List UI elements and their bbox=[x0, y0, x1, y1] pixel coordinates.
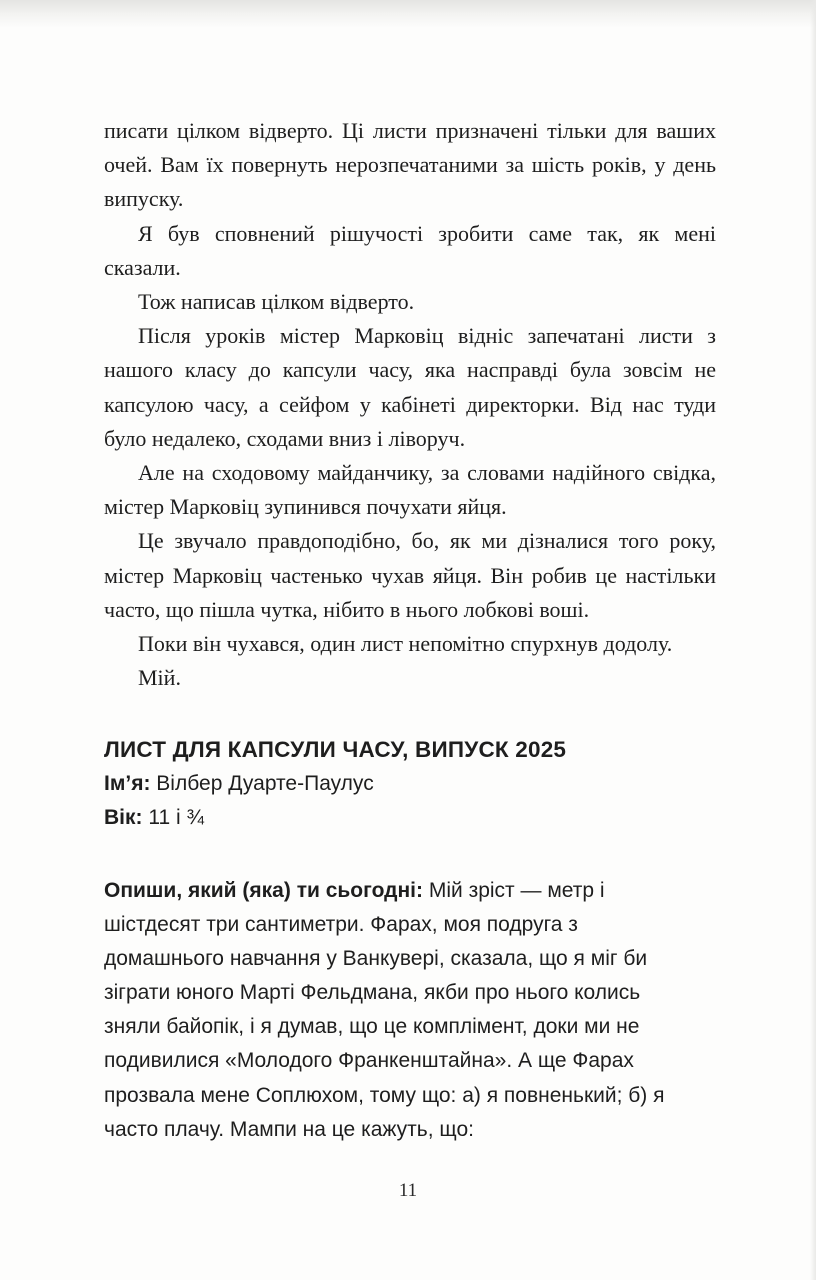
letter-title: ЛИСТ ДЛЯ КАПСУЛИ ЧАСУ, ВИПУСК 2025 bbox=[104, 737, 567, 762]
paragraph: Це звучало правдоподібно, бо, як ми дізналися того року, містер Марковіц частенько чухав яйця. Він робив це настільки часто, що пішла чутка, нібито в нього лобкові воші. bbox=[104, 528, 716, 622]
time-capsule-letter-header bbox=[104, 733, 716, 835]
age-value: 11 і ¾ bbox=[148, 806, 205, 829]
paragraph: писати цілком відверто. Ці листи призначені тільки для ваших очей. Вам їх повернуть нерозпечатаними за шість років, у день випуску. bbox=[104, 118, 716, 212]
paragraph: Після уроків містер Марковіц відніс запечатані листи з нашого класу до капсули часу, яка насправді була зовсім не капсулою часу, а сейфом у кабінеті директорки. Від нас туди було недалеко, сходами вниз і ліворуч. bbox=[104, 323, 716, 451]
paragraph: Поки він чухався, один лист непомітно спурхнув додолу. bbox=[138, 631, 673, 657]
answer-text: Мій зріст — метр і шістдесят три сантиметри. Фарах, моя подруга з домашнього навчання у Ванкувері, сказала, що я міг би зіграти юного Марті Фельдмана, якби про нього колись зняли байопік, і я думав, що це комплімент, доки ми не подивилися «Молодого Франкенштайна». А ще Фарах прозвала мене Соплюхом, тому що: а) я повненький; б) я часто плачу. Мампи на це кажуть, що: bbox=[104, 879, 665, 1141]
narrative-text bbox=[104, 114, 716, 695]
paragraph: Але на сходовому майданчику, за словами надійного свідка, містер Марковіц зупинився почухати яйця. bbox=[104, 460, 716, 520]
name-label: Ім’я: bbox=[104, 772, 151, 795]
question-label: Опиши, який (яка) ти сьогодні: bbox=[104, 879, 423, 902]
page-top-shadow bbox=[0, 0, 816, 28]
name-value: Вілбер Дуарте-Паулус bbox=[156, 772, 374, 795]
age-field bbox=[104, 801, 716, 835]
age-label: Вік: bbox=[104, 806, 143, 829]
page-edge-shadow bbox=[810, 0, 816, 1280]
paragraph: Мій. bbox=[138, 665, 181, 691]
page-number: 11 bbox=[398, 1180, 418, 1201]
letter-answer bbox=[104, 874, 684, 1147]
paragraph: Я був сповнений рішучості зробити саме так, як мені сказали. bbox=[104, 220, 716, 280]
paragraph: Тож написав цілком відверто. bbox=[138, 289, 415, 315]
name-field bbox=[104, 767, 716, 801]
